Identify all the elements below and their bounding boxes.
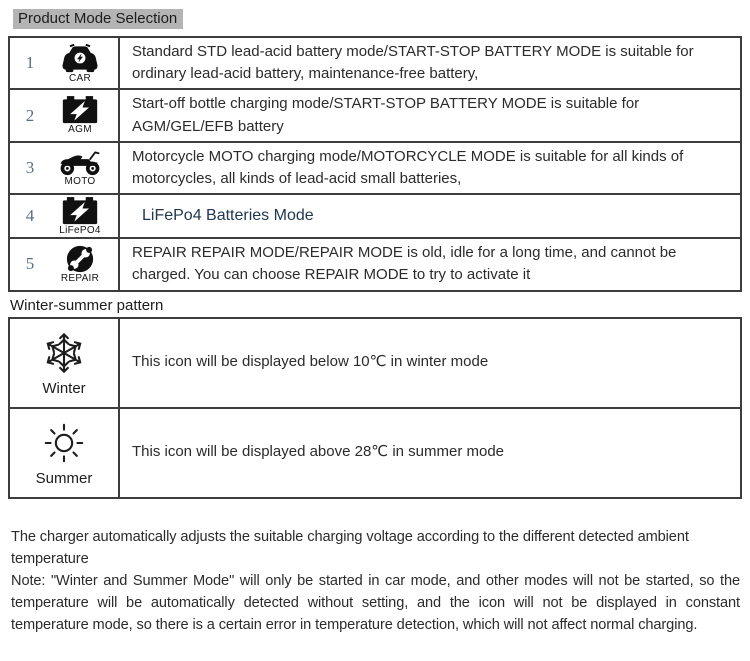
- page-title: Product Mode Selection: [13, 9, 183, 29]
- mode-number: 4: [25, 206, 35, 226]
- snowflake-icon: [41, 330, 87, 376]
- mode-icon-label: AGM: [68, 124, 92, 136]
- mode-icon-label: REPAIR: [60, 272, 100, 284]
- mode-description: REPAIR REPAIR MODE/REPAIR MODE is old, idle for a long time, and cannot be charged. You can choose REPAIR MODE to try to activate it: [119, 238, 741, 290]
- table-row: [9, 318, 741, 408]
- table-row: [9, 238, 741, 290]
- footer-paragraph: The charger automatically adjusts the suitable charging voltage according to the different detected ambient temperature: [11, 528, 689, 567]
- season-description: This icon will be displayed above 28℃ in summer mode: [119, 408, 741, 498]
- battery-bolt-icon: [62, 96, 98, 124]
- mode-number: 3: [25, 157, 35, 177]
- mode-description: Motorcycle MOTO charging mode/MOTORCYCLE MODE is suitable for all kinds of motorcycles, all kinds of lead-acid small batteries,: [119, 142, 741, 194]
- table-row: [9, 89, 741, 141]
- wrench-icon: [66, 245, 94, 273]
- table-row: [9, 37, 741, 89]
- product-mode-table: [8, 36, 742, 292]
- car-icon: [59, 43, 101, 73]
- mode-description: Start-off bottle charging mode/START-STOP BATTERY MODE is suitable for AGM/GEL/EFB battery: [119, 89, 741, 141]
- motorcycle-icon: [58, 149, 102, 176]
- mode-description: Standard STD lead-acid battery mode/START-STOP BATTERY MODE is suitable for ordinary lead-acid battery, maintenance-free battery,: [119, 37, 741, 89]
- mode-number: 5: [25, 254, 35, 274]
- mode-icon-label: CAR: [68, 72, 91, 84]
- mode-icon-label: LiFePO4: [59, 224, 101, 236]
- battery-bolt-icon: [62, 197, 98, 225]
- footer-text: [11, 526, 740, 636]
- mode-description: LiFePo4 Batteries Mode: [119, 194, 741, 238]
- table-row: [9, 142, 741, 194]
- table-row: [9, 194, 741, 238]
- season-description: This icon will be displayed below 10℃ in winter mode: [119, 318, 741, 408]
- winter-summer-table: [8, 317, 742, 499]
- footer-note: Note: "Winter and Summer Mode" will only be started in car mode, and other modes will not be started, so the temperature will be automatically detected without setting, and the icon will not be displayed in constant temperature mode, so there is a certain error in temperature detection, which will not affect normal charging.: [11, 572, 740, 633]
- season-label: Winter: [42, 379, 86, 397]
- season-section-heading: Winter-summer pattern: [10, 296, 164, 314]
- table-row: [9, 408, 741, 498]
- mode-number: 1: [25, 53, 35, 73]
- mode-number: 2: [25, 105, 35, 125]
- sun-icon: [41, 420, 87, 466]
- season-label: Summer: [35, 469, 93, 487]
- mode-icon-label: MOTO: [64, 175, 96, 187]
